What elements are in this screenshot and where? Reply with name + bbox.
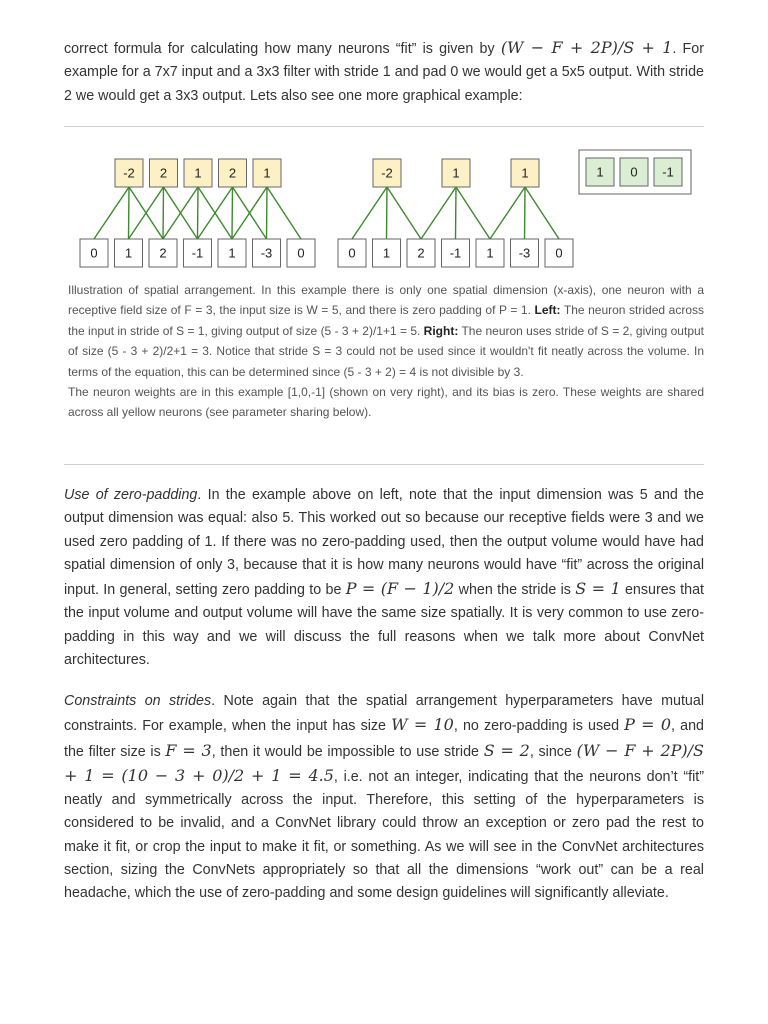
spatial-arrangement-figure xyxy=(64,140,704,280)
right-input-5-label: -3 xyxy=(518,245,531,261)
strides-text-6: , i.e. not an integer, indicating that the neurons don’t “fit” neatly and symmetrically across the input. Therefore, this setting of the hyperparameters is considered to be invalid, and a ConvNet library could throw an exception or zero pad the rest to make it fit, or crop the input to make it fit, or something. As we will see in the ConvNet architectures section, sizing the ConvNets appropriately so that all the dimensions “work out” can be a real headache, which the use of zero-padding and some design guidelines will significantly alleviate. xyxy=(64,768,704,902)
strides-text-3: , and the filter size is xyxy=(64,718,704,760)
left-input-4-label: 1 xyxy=(228,245,236,261)
right-connection xyxy=(352,187,387,239)
zero-padding-paragraph xyxy=(64,484,704,672)
weight-0-label: 1 xyxy=(596,164,604,180)
left-neuron-4-label: 1 xyxy=(263,165,271,181)
right-input-2-label: 2 xyxy=(417,245,425,261)
left-connection xyxy=(94,187,129,239)
caption-right-label: Right: xyxy=(423,323,459,338)
zero-padding-formula: P = (F − 1)/2 xyxy=(345,579,455,599)
right-input-4-label: 1 xyxy=(486,245,494,261)
right-connection xyxy=(525,187,526,239)
left-input-6-label: 0 xyxy=(297,245,305,261)
right-input-6-label: 0 xyxy=(555,245,563,261)
right-connection xyxy=(387,187,421,239)
left-connection xyxy=(232,187,233,239)
right-connection xyxy=(525,187,559,239)
caption-left-label: Left: xyxy=(534,303,561,318)
caption-text-c: The neuron uses stride of S = 2, giving output of size (5 - 3 + 2)/2+1 = 3. Notice that stride S = 3 could not be used since it wouldn't fit neatly across the volume. In terms of the equation, this can be determined since (5 - 3 + 2) = 4 is not divisible by 3. xyxy=(68,323,704,379)
caption-paragraph-1 xyxy=(68,280,704,382)
f-formula: F = 3 xyxy=(165,740,212,760)
right-connection xyxy=(421,187,456,239)
right-neuron-0-label: -2 xyxy=(381,165,393,181)
output-size-formula: (W − F + 2P)/S + 1 xyxy=(500,38,673,57)
right-connection xyxy=(387,187,388,239)
left-input-5-label: -3 xyxy=(260,245,273,261)
right-connection xyxy=(456,187,490,239)
left-input-3-label: -1 xyxy=(191,245,204,261)
p-formula: P = 0 xyxy=(624,715,672,735)
right-neuron-2-label: 1 xyxy=(521,165,529,181)
left-neuron-3-label: 2 xyxy=(228,165,237,181)
strides-title: Constraints on strides xyxy=(64,693,212,709)
left-neuron-0-label: -2 xyxy=(123,165,135,181)
intro-paragraph xyxy=(64,36,704,108)
intro-text-b: . For example for a 7x7 input and a 3x3 filter with stride 1 and pad 0 we would get a 5x5 output. With stride 2 we would get a 3x3 output. Lets also see one more graphical example: xyxy=(64,41,704,104)
divider-bottom xyxy=(64,464,704,465)
left-connection xyxy=(267,187,268,239)
left-input-2-label: 2 xyxy=(159,245,167,261)
invalid-stride-formula: (W − F + 2P)/S + 1 = (10 − 3 + 0)/2 + 1 = 4.5 xyxy=(64,740,704,785)
strides-text-2: , no zero-padding is used xyxy=(453,718,625,735)
strides-paragraph xyxy=(64,690,704,906)
caption-text-a: Illustration of spatial arrangement. In this example there is only one spatial dimension (x-axis), one neuron with a receptive field size of F = 3, the input size is W = 5, and there is zero padding of P = 1. xyxy=(68,283,704,318)
zero-padding-text-3: ensures that the input volume and output volume will have the same size spatially. It is very common to use zero-padding in this way and we will discuss the full reasons when we talk more about ConvNet architectures. xyxy=(64,582,704,669)
s-formula: S = 2 xyxy=(483,740,530,760)
caption-text-b: The neuron strided across the input in stride of S = 1, giving output of size (5 - 3 + 2)/1+1 = 5. xyxy=(68,303,704,338)
left-connection xyxy=(198,187,199,239)
left-input-1-label: 1 xyxy=(124,245,133,261)
figure-caption xyxy=(68,280,704,423)
right-connection xyxy=(490,187,525,239)
right-neuron-1-label: 1 xyxy=(452,165,460,181)
zero-padding-title: Use of zero-padding xyxy=(64,487,198,503)
left-input-0-label: 0 xyxy=(90,245,98,261)
left-connection xyxy=(163,187,164,239)
caption-paragraph-2: The neuron weights are in this example [1,0,-1] (shown on very right), and its bias is zero. These weights are shared across all yellow neurons (see parameter sharing below). xyxy=(68,385,704,420)
right-connection xyxy=(456,187,457,239)
right-input-0-label: 0 xyxy=(348,245,356,261)
zero-padding-text-1: . In the example above on left, note that the input dimension was 5 and the output dimension was equal: also 5. This worked out so because our receptive fields were 3 and we used zero padding of 1. If there was no zero-padding used, then the output volume would have had spatial dimension of only 3, because that it is how many neurons would have “fit” across the original input. In general, setting zero padding to be xyxy=(64,487,704,599)
weight-2-label: -1 xyxy=(662,164,674,180)
w-formula: W = 10 xyxy=(391,715,454,735)
right-input-3-label: -1 xyxy=(449,245,462,261)
weight-1-label: 0 xyxy=(630,164,638,180)
strides-text-5: , since xyxy=(529,743,577,760)
strides-text-1: . Note again that the spatial arrangement hyperparameters have mutual constraints. For example, when the input has size xyxy=(64,693,704,735)
intro-text-a: correct formula for calculating how many neurons “fit” is given by xyxy=(64,41,501,57)
strides-text-4: , then it would be impossible to use stride xyxy=(211,743,484,760)
left-neuron-2-label: 1 xyxy=(194,165,202,181)
left-connection xyxy=(267,187,301,239)
left-connection xyxy=(129,187,130,239)
left-neuron-1-label: 2 xyxy=(159,165,168,181)
zero-padding-text-2: when the stride is xyxy=(454,582,576,599)
divider-top xyxy=(64,126,704,127)
right-input-1-label: 1 xyxy=(382,245,391,261)
stride-one-formula: S = 1 xyxy=(575,579,621,599)
